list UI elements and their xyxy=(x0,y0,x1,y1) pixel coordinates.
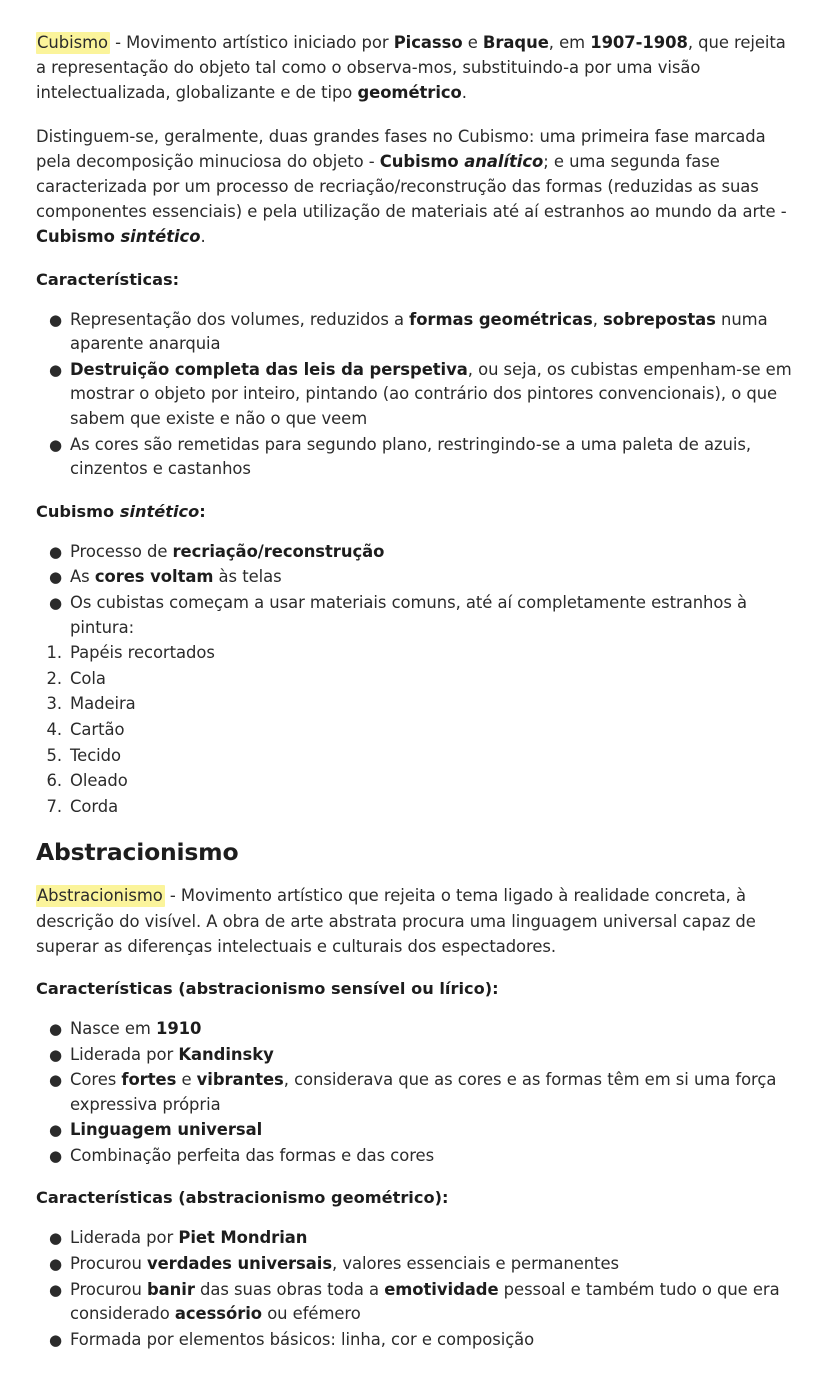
text-run: Braque xyxy=(482,33,549,52)
text-run: sobrepostas xyxy=(603,309,716,329)
text-run: fortes xyxy=(121,1070,177,1090)
list-item-text xyxy=(70,771,128,790)
text-run: pessoal e também tudo o que era considerado xyxy=(70,1279,780,1324)
list-item xyxy=(36,308,792,357)
list-number: 1. xyxy=(46,643,62,663)
text-run: verdades universais xyxy=(146,1254,333,1274)
text-run: sintético xyxy=(119,501,200,521)
text-run: Madeira xyxy=(70,694,136,714)
list-item-text xyxy=(70,643,215,662)
list-item xyxy=(36,692,792,717)
list-item xyxy=(36,358,792,432)
list-item xyxy=(36,744,792,769)
list-item-text xyxy=(70,593,747,637)
text-run: e xyxy=(176,1070,197,1090)
text-run: Destruição completa das leis da perspetiva xyxy=(70,359,468,379)
list-item-text xyxy=(70,720,124,739)
list-bullet-icon: ● xyxy=(48,542,62,561)
cubismo-caracteristicas-heading xyxy=(36,268,792,292)
list-item xyxy=(36,641,792,666)
list-number: 6. xyxy=(46,771,62,791)
text-run: Procurou xyxy=(70,1279,147,1299)
abstracionismo-sensivel-list xyxy=(36,1017,792,1169)
list-bullet-icon: ● xyxy=(48,310,62,329)
list-item-text xyxy=(70,1330,534,1349)
text-run: Características (abstracionismo geométrico): xyxy=(36,1188,449,1208)
list-item xyxy=(36,565,792,590)
list-item xyxy=(36,1118,792,1143)
cubismo-caracteristicas-list xyxy=(36,308,792,482)
text-run: e xyxy=(462,33,483,52)
list-bullet-icon: ● xyxy=(48,435,62,454)
text-run: , em xyxy=(548,33,591,52)
text-run: numa aparente anarquia xyxy=(70,309,768,354)
text-run: analítico xyxy=(464,151,544,171)
list-item xyxy=(36,667,792,692)
text-run: acessório xyxy=(174,1304,263,1324)
text-run: ; e uma segunda fase caracterizada por um processo de recriação/reconstrução das formas (reduzidas as suas componentes essenciais) e pela utilização de materiais até aí estranhos ao mundo da arte - xyxy=(36,151,787,222)
text-run: às telas xyxy=(213,567,282,587)
text-run: banir xyxy=(146,1279,195,1299)
list-item xyxy=(36,1017,792,1042)
cubismo-materiais-list xyxy=(36,641,792,819)
text-run: Os cubistas começam a usar materiais comuns, até aí completamente estranhos à pintura: xyxy=(70,592,748,637)
list-item-text xyxy=(70,669,106,688)
cubismo-sintetico-heading xyxy=(36,500,792,524)
text-run: Distinguem-se, geralmente, duas grandes fases no Cubismo: uma primeira fase marcada pela decomposição minuciosa do objeto - xyxy=(36,126,766,171)
text-run: Cartão xyxy=(70,719,125,739)
list-item-text xyxy=(70,1045,274,1064)
text-run: Cores xyxy=(70,1070,122,1090)
list-bullet-icon: ● xyxy=(48,1121,62,1140)
text-run: Corda xyxy=(70,796,119,816)
list-bullet-icon: ● xyxy=(48,1071,62,1090)
text-run: , xyxy=(592,309,604,329)
list-item xyxy=(36,1278,792,1327)
list-item-text xyxy=(70,746,121,765)
text-run: Linguagem universal xyxy=(70,1120,263,1140)
list-number: 3. xyxy=(46,694,62,714)
list-item xyxy=(36,591,792,640)
list-item-text xyxy=(70,1228,307,1247)
text-run: Picasso xyxy=(393,33,463,52)
text-run: , considerava que as cores e as formas têm em si uma força expressiva própria xyxy=(70,1070,777,1114)
list-item xyxy=(36,1226,792,1251)
text-run: Combinação perfeita das formas e das cores xyxy=(70,1145,435,1165)
text-run: Características (abstracionismo sensível ou lírico): xyxy=(36,978,499,998)
list-item-text xyxy=(70,435,751,479)
list-item xyxy=(36,769,792,794)
text-run: Liderada por xyxy=(70,1044,179,1064)
text-run: ou efémero xyxy=(262,1304,361,1324)
text-run: Oleado xyxy=(70,771,128,791)
text-run: : xyxy=(199,501,206,521)
list-item xyxy=(36,433,792,482)
highlighted-term: Cubismo xyxy=(37,33,108,52)
list-bullet-icon: ● xyxy=(48,1229,62,1248)
text-run: Procurou xyxy=(70,1254,147,1274)
text-run: Representação dos volumes, reduzidos a xyxy=(70,309,410,329)
list-bullet-icon: ● xyxy=(48,1255,62,1274)
highlighted-term: Abstracionismo xyxy=(37,886,163,906)
text-run: Abstracionismo xyxy=(36,838,239,867)
text-run: das suas obras toda a xyxy=(194,1279,385,1299)
list-item-text xyxy=(70,1146,434,1165)
text-run: Cubismo xyxy=(36,227,121,247)
list-item-text xyxy=(70,567,282,586)
text-run: . xyxy=(461,83,467,103)
abstracionismo-sensivel-heading xyxy=(36,977,792,1001)
list-bullet-icon: ● xyxy=(48,360,62,379)
text-run: cores voltam xyxy=(94,567,214,587)
text-run: Formada por elementos básicos: linha, cor e composição xyxy=(70,1329,535,1349)
list-number: 4. xyxy=(46,719,62,739)
list-item-text xyxy=(70,1070,776,1114)
text-run: Piet Mondrian xyxy=(178,1228,308,1248)
cubismo-phases-paragraph xyxy=(36,124,792,250)
text-run: geométrico xyxy=(357,83,462,103)
list-item-text xyxy=(70,797,118,816)
text-run: Processo de xyxy=(70,541,173,561)
text-run: , valores essenciais e permanentes xyxy=(332,1254,620,1274)
list-number: 2. xyxy=(46,668,62,688)
list-item-text xyxy=(70,1019,201,1038)
list-item xyxy=(36,1043,792,1068)
text-run: As xyxy=(70,567,95,587)
text-run: Kandinsky xyxy=(178,1044,274,1064)
text-run: Papéis recortados xyxy=(70,643,215,663)
abstracionismo-geometrico-list xyxy=(36,1226,792,1352)
text-run: Tecido xyxy=(70,745,122,765)
abstracionismo-definition-paragraph xyxy=(36,883,792,959)
list-item-text xyxy=(70,1254,619,1273)
list-item-text xyxy=(70,1280,780,1324)
list-item-text xyxy=(70,542,384,561)
list-item xyxy=(36,540,792,565)
cubismo-sintetico-list xyxy=(36,540,792,640)
text-run: , que rejeita a representação do objeto tal como o observa-mos, substituindo-a por uma visão intelectualizada, globalizante e de tipo xyxy=(36,33,786,103)
abstracionismo-geometrico-heading xyxy=(36,1186,792,1210)
text-run: recriação/reconstrução xyxy=(172,541,385,561)
list-item xyxy=(36,795,792,820)
text-run: 1910 xyxy=(155,1018,202,1038)
text-run: . xyxy=(200,227,206,247)
text-run: formas geométricas xyxy=(409,309,593,329)
abstracionismo-section-title xyxy=(36,837,792,867)
list-item xyxy=(36,1252,792,1277)
text-run: - Movimento artístico iniciado por xyxy=(109,33,394,52)
text-run: As cores são remetidas para segundo plano, restringindo-se a uma paleta de azuis, cinzentos e castanhos xyxy=(70,434,752,479)
text-run: emotividade xyxy=(384,1279,499,1299)
list-bullet-icon: ● xyxy=(48,1330,62,1349)
text-run: Liderada por xyxy=(70,1228,179,1248)
list-bullet-icon: ● xyxy=(48,1045,62,1064)
text-run: 1907-1908 xyxy=(590,33,688,52)
text-run: Cola xyxy=(70,668,106,688)
list-bullet-icon: ● xyxy=(48,1019,62,1038)
list-item xyxy=(36,1144,792,1169)
list-bullet-icon: ● xyxy=(48,1280,62,1299)
list-bullet-icon: ● xyxy=(48,568,62,587)
text-run: Cubismo xyxy=(379,151,465,171)
list-item-text xyxy=(70,360,792,428)
list-item xyxy=(36,1068,792,1117)
text-run: vibrantes xyxy=(196,1070,284,1090)
list-item-text xyxy=(70,1120,262,1139)
text-run: Cubismo xyxy=(36,501,120,521)
list-number: 5. xyxy=(46,745,62,765)
list-item xyxy=(36,718,792,743)
text-run: - Movimento artístico que rejeita o tema ligado à realidade concreta, à descrição do visível. A obra de arte abstrata procura uma linguagem universal capaz de superar as diferenças intelectuais e culturais dos espectadores. xyxy=(36,886,756,956)
text-run: sintético xyxy=(120,227,201,247)
text-run: , ou seja, os cubistas empenham-se em mostrar o objeto por inteiro, pintando (ao contrário dos pintores convencionais), o que sabem que existe e não o que veem xyxy=(70,359,792,428)
list-item xyxy=(36,1328,792,1353)
text-run: Nasce em xyxy=(70,1018,156,1038)
cubismo-definition-paragraph xyxy=(36,30,792,106)
list-item-text xyxy=(70,310,768,354)
list-number: 7. xyxy=(46,796,62,816)
text-run: Características: xyxy=(36,269,180,289)
list-item-text xyxy=(70,694,136,713)
list-bullet-icon: ● xyxy=(48,1146,62,1165)
list-bullet-icon: ● xyxy=(48,593,62,612)
